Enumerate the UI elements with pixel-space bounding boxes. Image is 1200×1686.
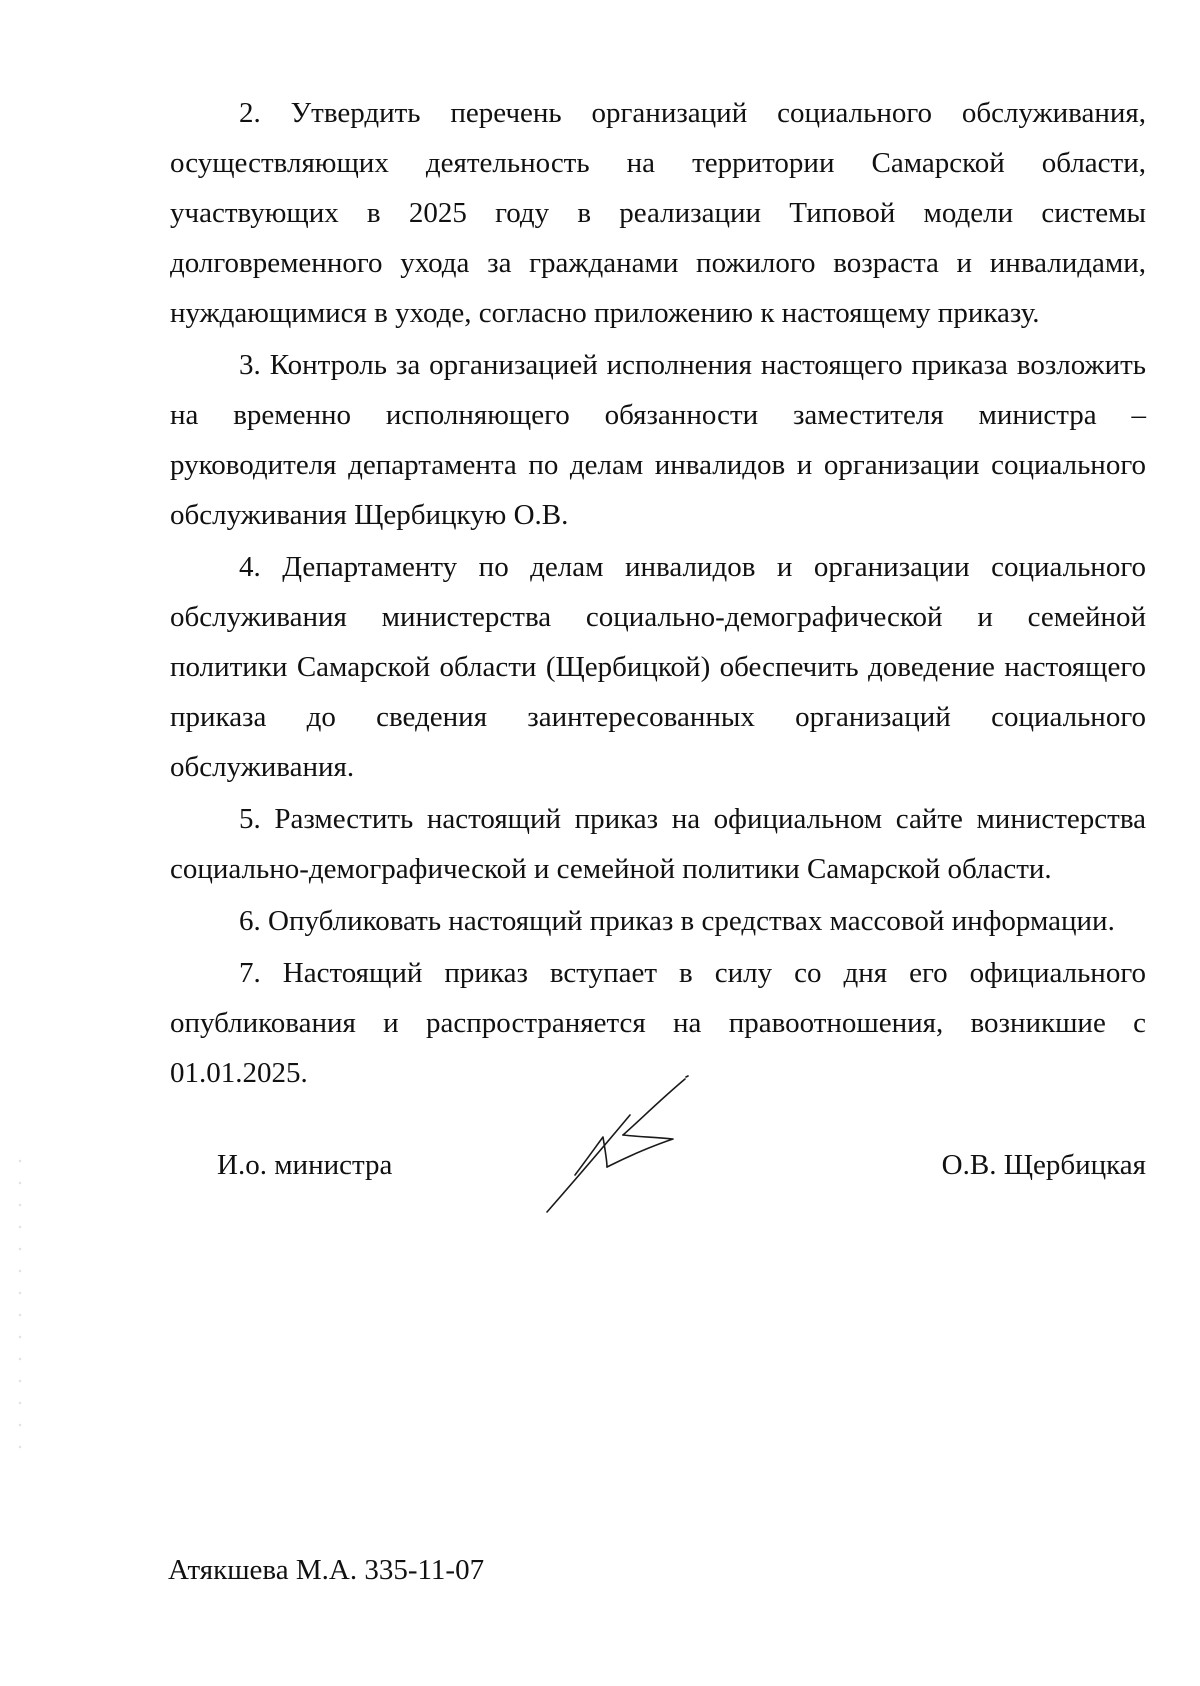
paragraph-2: 2. Утвердить перечень организаций социального обслуживания, осуществляющих деятельность на территории Самарской области, участвующих в 2025 году в реализации Типовой модели системы долговременного ухода за гражданами пожилого возраста и инвалидами, нуждающимися в уходе, согласно приложению к настоящему приказу. <box>170 97 1146 329</box>
signatory-name: О.В. Щербицкая <box>941 1149 1146 1181</box>
signatory-position: И.о. министра <box>217 1149 393 1181</box>
scan-margin-marks <box>18 1150 22 1450</box>
paragraph-4: 4. Департаменту по делам инвалидов и организации социального обслуживания министерства социально-демографической и семейной политики Самарской области (Щербицкой) обеспечить доведение настоящего приказа до сведения заинтересованных организаций социального обслуживания. <box>170 551 1146 783</box>
paragraph-3: 3. Контроль за организацией исполнения настоящего приказа возложить на временно исполняющего обязанности заместителя министра – руководителя департамента по делам инвалидов и организации социального обслуживания Щербицкую О.В. <box>170 349 1146 531</box>
paragraph-7: 7. Настоящий приказ вступает в силу со дня его официального опубликования и распространяется на правоотношения, возникшие с 01.01.2025. <box>170 957 1146 1089</box>
document-body <box>170 88 1146 1098</box>
paragraph-6: 6. Опубликовать настоящий приказ в средствах массовой информации. <box>239 905 1115 937</box>
executor-contact: Атякшева М.А. 335-11-07 <box>168 1554 485 1586</box>
handwritten-signature <box>545 1075 720 1215</box>
paragraph-5: 5. Разместить настоящий приказ на официальном сайте министерства социально-демографической и семейной политики Самарской области. <box>170 803 1146 885</box>
